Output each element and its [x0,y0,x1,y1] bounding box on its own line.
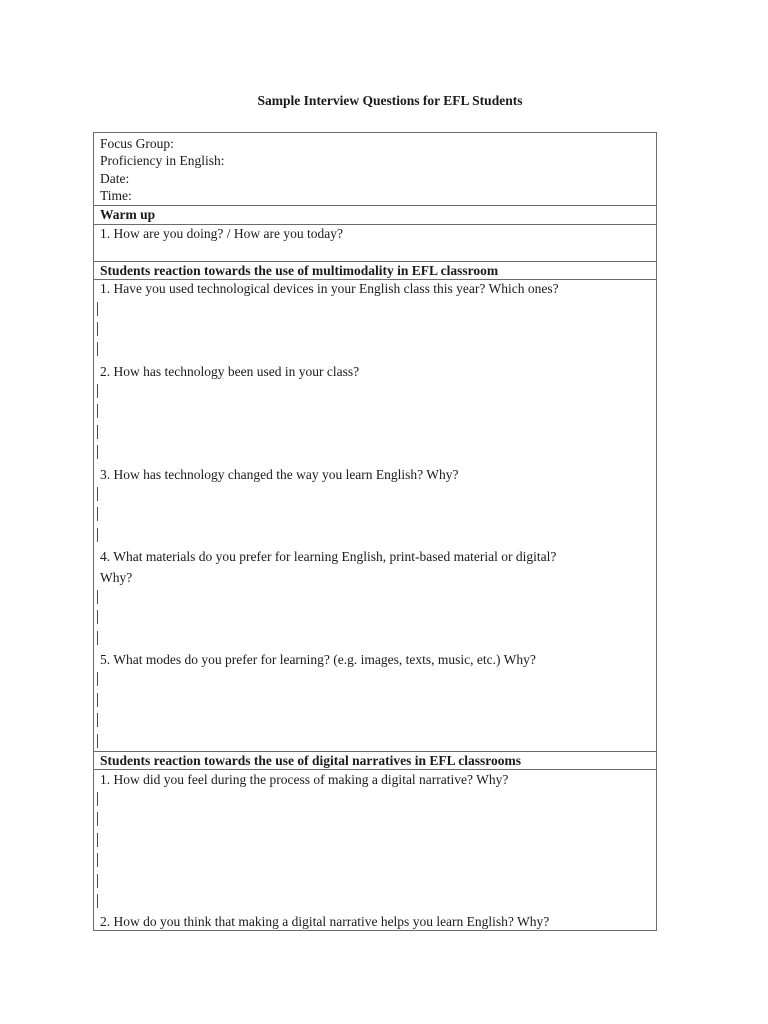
text-cursor-mark [97,874,98,888]
digital-narratives-content-row[interactable] [94,769,656,930]
multimodality-heading: Students reaction towards the use of multimodality in EFL classroom [100,263,499,278]
question-item: 2. How has technology been used in your class? [100,364,360,379]
text-cursor-mark [97,894,98,908]
document-title: Sample Interview Questions for EFL Students [257,93,523,108]
text-cursor-mark [97,342,98,356]
warm-up-content-row[interactable] [94,224,656,261]
question-item: 2. How do you think that making a digital narrative helps you learn English? Why? [100,914,550,929]
text-cursor-mark [97,672,98,686]
question-item: 1. How did you feel during the process of making a digital narrative? Why? [100,772,509,787]
question-item: 4. What materials do you prefer for learning English, print-based material or digital? [100,549,557,564]
text-cursor-mark [97,425,98,439]
date-field[interactable]: Date: [100,171,130,186]
text-cursor-mark [97,590,98,604]
warm-up-heading: Warm up [100,207,156,222]
text-cursor-mark [97,812,98,826]
text-cursor-mark [97,445,98,459]
header-fields-row [94,133,656,205]
digital-narratives-heading-row [94,751,656,769]
proficiency-field[interactable]: Proficiency in English: [100,153,225,168]
text-cursor-mark [97,507,98,521]
text-cursor-mark [97,322,98,336]
multimodality-content-row[interactable] [94,279,656,751]
text-cursor-mark [97,528,98,542]
question-item: 3. How has technology changed the way you learn English? Why? [100,467,459,482]
text-cursor-mark [97,404,98,418]
text-cursor-mark [97,713,98,727]
question-item: 1. Have you used technological devices in your English class this year? Which ones? [100,281,559,296]
warm-up-heading-row [94,205,656,224]
question-item-continuation: Why? [100,570,133,585]
question-item: 5. What modes do you prefer for learning? (e.g. images, texts, music, etc.) Why? [100,652,536,667]
text-cursor-mark [97,487,98,501]
text-cursor-mark [97,853,98,867]
focus-group-field[interactable]: Focus Group: [100,136,174,151]
time-field[interactable]: Time: [100,188,132,203]
interview-form-table [93,132,657,931]
text-cursor-mark [97,384,98,398]
warm-up-question: 1. How are you doing? / How are you today? [100,226,343,241]
text-cursor-mark [97,792,98,806]
text-cursor-mark [97,610,98,624]
text-cursor-mark [97,302,98,316]
text-cursor-mark [97,631,98,645]
text-cursor-mark [97,693,98,707]
digital-narratives-heading: Students reaction towards the use of digital narratives in EFL classrooms [100,753,522,768]
text-cursor-mark [97,734,98,748]
multimodality-heading-row [94,261,656,279]
text-cursor-mark [97,833,98,847]
